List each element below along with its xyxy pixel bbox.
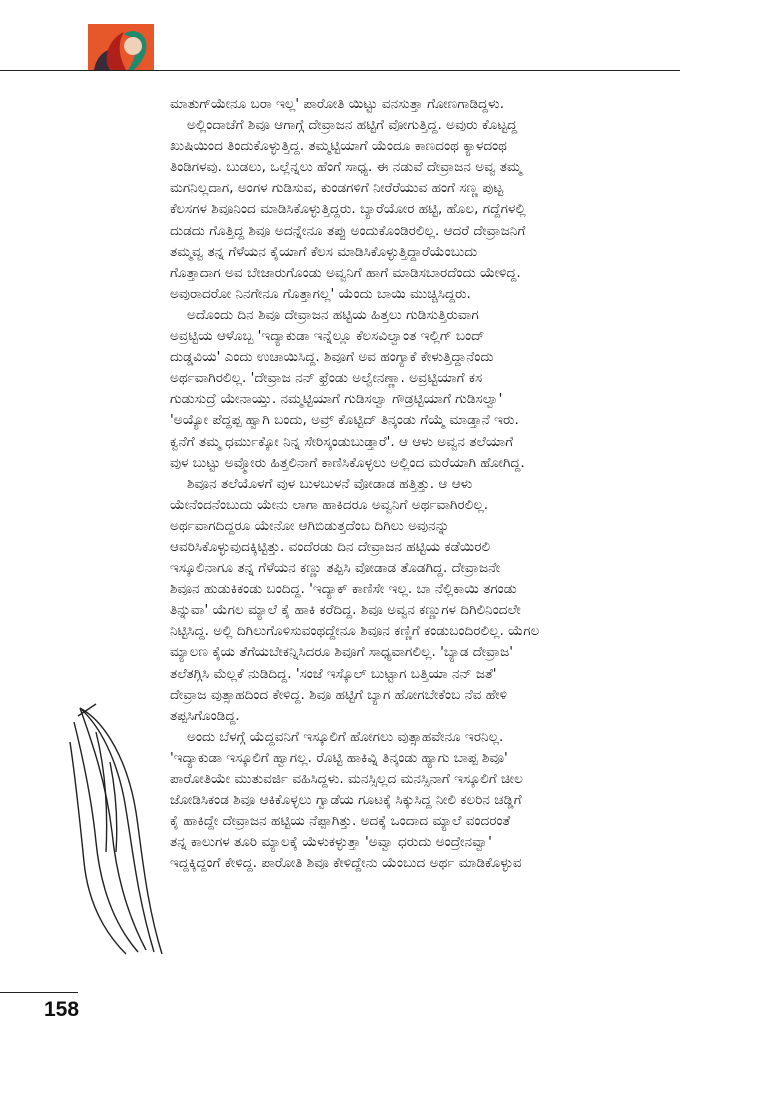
paragraph-line: ಅದೊಂದು ದಿನ ಶಿವೂ ದೇವ್ರಾಜನ ಹಟ್ಟಿಯ ಹಿತ್ತಲು ಗುಡಿಸುತ್ತಿರುವಾಗ — [187, 306, 479, 323]
paragraph-line: ತಿಂಡಿಗಳವು. ಬುಡಲು, ಒಲ್ಲೆನ್ನಲು ಹೆಂಗೆ ಸಾಧ್ಯ. ಈ ನಡುವೆ ದೇವ್ರಾಜನ ಅವ್ವ ತಮ್ಮ — [170, 159, 522, 176]
paragraph-line: ಅಲ್ಲಿಂದಾಚೆಗೆ ಶಿವೂ ಆಗಾಗ್ಗೆ ದೇವ್ರಾಜನ ಹಟ್ಟಿಗೆ ವೋಗುತ್ತಿದ್ದ. ಅವುರು ಕೊಟ್ಟದ್ದ — [187, 117, 518, 134]
paragraph-line: ಶಿವೂನ ಹುಡುಕಿಕಂಡು ಬಂದಿದ್ದ. 'ಇದ್ಯಾಕ್ ಕಾಣಿಸೇ ಇಲ್ಲ. ಬಾ ನೆಲ್ಲಿಕಾಯಿ ತಗಂಡು — [170, 581, 517, 598]
paragraph-line: ದೇವ್ರಾಜ ವುತ್ಸಾಹದಿಂದ ಕೇಳಿದ್ದ. ಶಿವೂ ಹಟ್ಟಿಗೆ ಬ್ಯಾಗ ಹೋಗಬೇಕೆಂಬ ನೆವ ಹೇಳಿ — [170, 686, 508, 703]
paragraph-line: ಅವುರಾದರೋ ನಿನಗೇನೂ ಗೊತ್ತಾಗಲ್ಲ' ಯೆಂದು ಬಾಯಿ ಮುಚ್ಚಿಸಿದ್ದರು. — [170, 285, 471, 302]
paragraph-line: ನಿಟ್ಟಿಸಿದ್ದ. ಅಲ್ಲಿ ದಿಗಿಲುಗೊಳಿಸುವಂಥದ್ದೇನೂ ಶಿವೂನ ಕಣ್ಣಿಗೆ ಕಂಡುಬಂದಿರಲಿಲ್ಲ. ಯೆಗಲ — [170, 623, 540, 640]
paragraph-line: ಗೊತ್ತಾದಾಗ ಅವ ಬೇಜಾರುಗೊಂಡು ಅವ್ವನಿಗೆ ಹಾಗೆ ಮಾಡಿಸಬಾರದೆಂದು ಯೇಳಿದ್ದ. — [170, 264, 521, 281]
paragraph-line: ಖುಷಿಯಿಂದ ತಿಂದುಕೊಳ್ಳುತ್ತಿದ್ದ. ತಮ್ಮಟ್ಟಿಯಾಗೆ ಯೆಂದೂ ಕಾಣದಂಥ ಕ್ಯಾಳದಂಥ — [170, 138, 507, 155]
header-rule — [0, 70, 680, 71]
paragraph-line: ದುಡ್ಡವಿಯ' ಎಂದು ಉಚಾಯಿಸಿದ್ದ. ಶಿವೂಗೆ ಅವ ಹಂಗ್ಯಾಕೆ ಕೇಳುತ್ತಿದ್ದಾನೆಂದು — [170, 349, 494, 366]
publication-logo — [88, 24, 154, 70]
paragraph-line: ಯೇನೆಂದನೆಂಬುದು ಯೇನು ಲಾಗಾ ಹಾಕಿದರೂ ಅವ್ವನಿಗೆ ಅರ್ಥವಾಗಿರಲಿಲ್ಲ. — [170, 496, 489, 513]
paragraph-line: ಅಂದು ಬೆಳಗ್ಗೆ ಯೆದ್ದವನಿಗೆ ಇಸ್ಕೂಲಿಗೆ ಹೋಗಲು ವುತ್ಸಾಹವೇನೂ ಇರನಿಲ್ಲ. — [187, 728, 504, 745]
paragraph-line: ತಲೆತಗ್ಗಿಸಿ ಮೆಲ್ಲಕೆ ನುಡಿದಿದ್ದ. 'ಸಂಜೆ ಇಸ್ಕೊಲ್ ಬುಟ್ಟಾಗ ಬತ್ತಿಯಾ ನನ್ ಜತೆ' — [170, 665, 497, 682]
paragraph-line: ಕೈ ಹಾಕಿದ್ದೇ ದೇವ್ರಾಜನ ಹಟ್ಟಿಯ ನೆಪ್ಪಾಗಿತ್ತು. ಅದಕ್ಕೆ ಒಂದಾದ ಮ್ಯಾಲೆ ವಂದರಂತೆ — [170, 813, 511, 830]
paragraph-line: ತಿನ್ನುವಾ' ಯೆಗಲ ಮ್ಯಾಲೆ ಕೈ ಹಾಕಿ ಕರೆದಿದ್ದ. ಶಿವೂ ಅವ್ವನ ಕಣ್ಣುಗಳ ದಿಗಿಲಿನಿಂದಲೇ — [170, 602, 521, 619]
paragraph-line: ಮ್ಯಾಲಣ ಕೈಯ ತೆಗೆಯಬೇಕನ್ನಿಸಿದರೂ ಶಿವೂಗೆ ಸಾಧ್ಯವಾಗಲಿಲ್ಲ. 'ಬ್ಯಾಡ ದೇವ್ರಾಜ' — [170, 644, 514, 661]
paragraph-line: ದುಡದು ಗೊತ್ತಿದ್ದ ಶಿವೂ ಅದನ್ನೇನೂ ತಪ್ಪು ಅಂದುಕೊಂಡಿರಲಿಲ್ಲ. ಆದರೆ ದೇವ್ರಾಜನಿಗೆ — [170, 222, 526, 239]
paragraph-line: ವುಳ ಬುಟ್ಟು ಅವ್ಮೋರು ಹಿತ್ತಲಿನಾಗೆ ಕಾಣಿಸಿಕೊಳ್ಳಲು ಅಲ್ಲಿಂದ ಮರೆಯಾಗಿ ಹೋಗಿದ್ದ. — [170, 454, 525, 471]
paragraph-line: ಗುಡುಸುದ್ರೆ ಯೇನಾಯ್ತು. ನಮ್ಮಟ್ಟಿಯಾಗೆ ಗುಡಿಸಲ್ವಾ ಗೌಡ್ರಟ್ಟಿಯಾಗೆ ಗುಡಿಸಲ್ವಾ' — [170, 391, 503, 408]
paragraph-line: ಇದ್ದಕ್ಕಿದ್ದಂಗೆ ಕೇಳಿದ್ದ. ಪಾರೋತಿ ಶಿವೂ ಕೇಳಿದ್ದೇನು ಯೆಂಬುದ ಅರ್ಥ ಮಾಡಿಕೊಳ್ಳುವ — [170, 855, 522, 872]
paragraph-line: ಅರ್ಥವಾಗದಿದ್ದರೂ ಯೇನೋ ಆಗಿಬಿಡುತ್ತದೆಂಬ ದಿಗಿಲು ಅವುನನ್ನು — [170, 517, 450, 534]
paragraph-line: ಕೆಲಸಗಳ ಶಿವೂನಿಂದ ಮಾಡಿಸಿಕೊಳ್ಳುತ್ತಿದ್ದರು. ಬ್ಯಾರೆಯೋರ ಹಟ್ಟಿ, ಹೊಲ, ಗದ್ದೆಗಳಲ್ಲಿ — [170, 201, 526, 218]
paragraph-line: ಮಾತುಗ್‌ಯೇನೂ ಬರಾ ಇಲ್ಲ' ಪಾರೋತಿ ಯಿಟ್ಟು ವನಸುತ್ತಾ ಗೋಣಗಾಡಿದ್ದಳು. — [170, 96, 505, 112]
paragraph-line: ಅವ್ರಟ್ಟಿಯ ಆಳೊಬ್ಬ 'ಇದ್ಯಾಕುಡಾ ಇನ್ನೆಲ್ಲೂ ಕೆಲಸವಿಲ್ವಾಂತ ಇಲ್ಲಿಗ್ ಬಂದ್ — [170, 328, 485, 345]
paragraph-line: ಅರ್ಥವಾಗಿರಲಿಲ್ಲ. 'ದೇವ್ರಾಜ ನನ್ ಫ್ರೆಂಡು ಅಲ್ವೇನಣ್ಣಾ. ಅವ್ರಟ್ಟಿಯಾಗೆ ಕಸ — [170, 370, 483, 387]
paragraph-line: ತಪ್ಪಸಿಗೊಂಡಿದ್ದ. — [170, 707, 240, 724]
paragraph-line: 'ಇದ್ಯಾಕುಡಾ ಇಸ್ಕೂಲಿಗೆ ಹ್ವಾಗಲ್ಲ. ರೊಟ್ಟಿ ಹಾಕಿವ್ನಿ ತಿನ್ಕಂಡು ಹ್ಯಾಗು ಬಾಪ್ಪ ಶಿವೂ' — [170, 749, 508, 766]
paragraph-line: ಇಸ್ಕೂಲಿನಾಗೂ ತನ್ನ ಗೆಳೆಯನ ಕಣ್ಣು ತಪ್ಪಿಸಿ ವೋಡಾಡ ತೊಡಗಿದ್ದ. ದೇವ್ರಾಜನೇ — [170, 560, 501, 577]
page-body — [170, 94, 680, 874]
footer-rule — [0, 992, 78, 993]
paragraph-line: ಪಾರೋತಿಯೇ ಮುತುವರ್ಜಿ ವಹಿಸಿದ್ದಳು. ಮನಸ್ಸಿಲ್ಲದ ಮನಸ್ಸಿನಾಗೆ ಇಸ್ಕೂಲಿಗೆ ಚೀಲ — [170, 771, 523, 787]
paragraph-line: ಆವರಿಸಿಕೊಳ್ಳುವುದಕ್ಕಿಟ್ಟಿತ್ತು. ವಂದೆರಡು ದಿನ ದೇವ್ರಾಜನ ಹಟ್ಟಿಯ ಕಡೆಯಿರಲಿ — [170, 538, 491, 555]
paragraph-line: ತನ್ನ ಕಾಲುಗಳ ತೂರಿ ಮ್ಯಾಲಕ್ಕೆ ಯೆಳುಕಳ್ಳುತ್ತಾ 'ಅವ್ವಾ ಧರುದು ಅಂದ್ರೇನವ್ವಾ' — [170, 834, 492, 851]
paragraph-line: 'ಅಯ್ಯೋ ಪೆದ್ದಪ್ಪ ಹ್ವಾಗಿ ಬಂದು, ಅವ್ರ್ ಕೊಟ್ಟಿದ್ ತಿನ್ಕಂಡು ಗೆಯ್ಮೆ ಮಾಡ್ತಾನೆ ಇರು. — [170, 412, 519, 429]
page-number: 158 — [44, 998, 80, 1021]
feather-ornament — [66, 702, 170, 962]
paragraph-line: ಮಗನಿಲ್ಲದಾಗ, ಅಂಗಳ ಗುಡಿಸುವ, ಕುಂಡಗಳಿಗೆ ನೀರೆರೆಯುವ ಹಂಗೆ ಸಣ್ಣ ಪುಟ್ಟ — [170, 180, 504, 197]
paragraph-line: ಶಿವೂನ ತಲೆಯೊಳಗೆ ವುಳ ಬುಳಬುಳನೆ ವೋಡಾಡ ಹತ್ತಿತ್ತು. ಆ ಆಳು — [187, 475, 473, 492]
paragraph-line: ತಮ್ಮವ್ವ ತನ್ನ ಗೆಳೆಯನ ಕೈಯಾಗೆ ಕೆಲಸ ಮಾಡಿಸಿಕೊಳ್ಳುತ್ತಿದ್ದಾರೆಯೆಂಬುದು — [170, 243, 478, 260]
paragraph-line: ಜೋಡಿಸಿಕಂಡ ಶಿವೂ ಆಕಿಕೊಳ್ಳಲು ಗ್ವಾಡೆಯ ಗೂಟಕ್ಕೆ ಸಿಕ್ಕುಸಿದ್ದ ನೀಲಿ ಕಲರಿನ ಚಡ್ಡಿಗೆ — [170, 792, 522, 809]
paragraph-line: ಕ್ವನೆಗೆ ತಮ್ಮ ಧರ್ಮುಕ್ಕೋ ನಿನ್ನ ಸೇರಿಸ್ಕಂಡುಬುಡ್ತಾರೆ'. ಆ ಆಳು ಅವ್ವನ ತಲೆಯಾಗೆ — [170, 433, 514, 450]
